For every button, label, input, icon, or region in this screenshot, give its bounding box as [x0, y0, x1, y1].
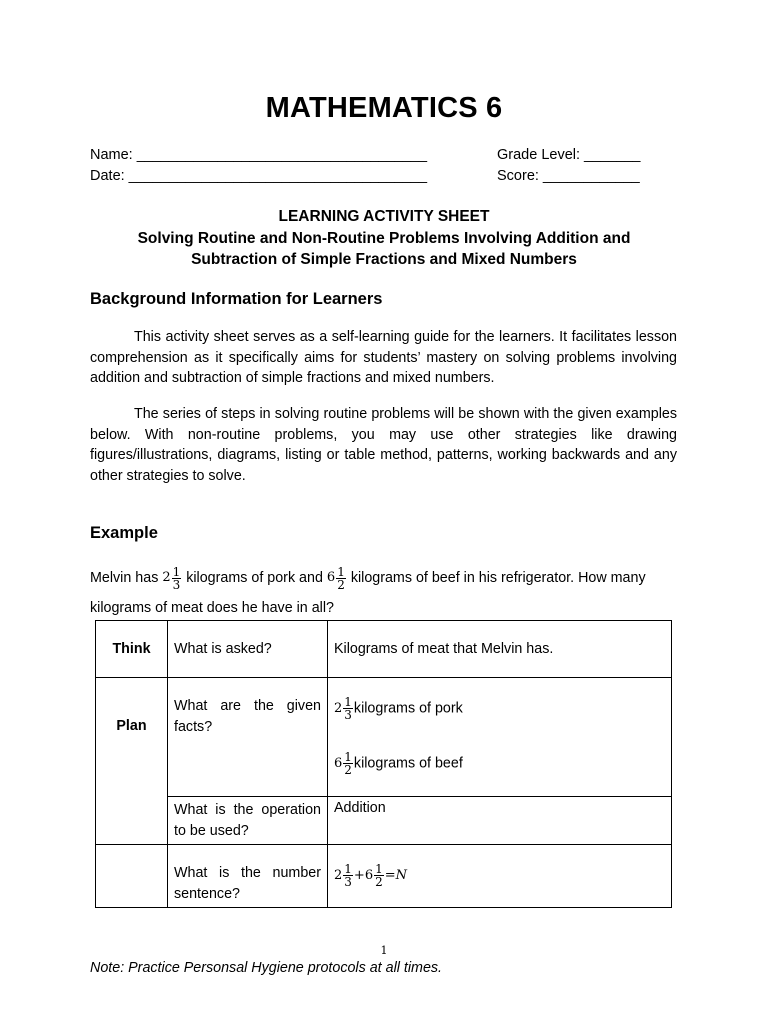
fact-beef-numerator: 1 [344, 750, 352, 764]
pork-denominator: 3 [172, 577, 181, 592]
ns-pork-numerator: 1 [344, 862, 352, 876]
table-row-think [96, 621, 672, 678]
grade-level-field: Grade Level: _______ [497, 147, 641, 163]
footer-note: Note: Practice Personsal Hygiene protocols at all times. [90, 960, 443, 976]
para1-text: This activity sheet serves as a self-learning guide for the learners. It facilitates lesson comprehension as it specifically aims for students’ mastery on solving problems involving addition and subtraction of simple fractions and mixed numbers. [90, 329, 677, 387]
background-heading: Background Information for Learners [90, 290, 383, 308]
number-sentence-answer [328, 845, 672, 908]
number-sentence-question: What is the number sentence? [168, 845, 328, 908]
table-row-number-sentence [96, 845, 672, 908]
ns-variable: N [395, 868, 408, 883]
beef-denominator: 2 [337, 577, 345, 592]
fact-beef-denominator: 2 [344, 763, 352, 777]
pork-whole: 2 [162, 570, 171, 586]
topic-line-2: Subtraction of Simple Fractions and Mixed Numbers [191, 251, 577, 268]
fact-pork-denominator: 3 [344, 708, 352, 722]
ns-beef-denominator: 2 [375, 875, 383, 889]
fact-beef-whole: 6 [334, 756, 343, 771]
beef-fraction [336, 566, 346, 591]
facts-answer [328, 678, 672, 797]
topic-line-1: Solving Routine and Non-Routine Problems Involving Addition and [137, 230, 631, 247]
ns-equals: = [384, 868, 396, 883]
page-number: 1 [380, 944, 388, 957]
beef-numerator: 1 [337, 564, 345, 579]
fact-beef-text: kilograms of beef [353, 755, 463, 772]
name-field: Name: ____________________________________ [90, 147, 428, 163]
ns-beef-fraction [374, 863, 384, 888]
problem-text-b: kilograms of pork and [186, 570, 323, 586]
ns-pork-fraction [343, 863, 353, 888]
table-row-operation [96, 797, 672, 845]
ns-beef-numerator: 1 [375, 862, 383, 876]
background-paragraph-2 [90, 404, 677, 486]
problem-text-c: kilograms of beef in his refrigerator. How many kilograms of meat does he have in all? [90, 570, 646, 617]
ns-plus: + [353, 868, 365, 883]
plan-label: Plan [96, 678, 168, 845]
para2-text: The series of steps in solving routine problems will be shown with the given examples below. With non-routine problems, you may use other strategies like drawing figures/illustrations, diagrams, listing or table method, patterns, working backwards and any other strategies to solve. [90, 406, 677, 484]
ns-pork-denominator: 3 [344, 875, 352, 889]
pork-fraction [172, 566, 182, 591]
beef-whole: 6 [326, 570, 336, 586]
example-problem [90, 563, 680, 623]
operation-answer: Addition [328, 797, 672, 845]
example-heading: Example [90, 524, 158, 542]
fact-pork-whole: 2 [334, 701, 343, 716]
think-answer: Kilograms of meat that Melvin has. [328, 621, 672, 678]
problem-text-a: Melvin has [90, 570, 159, 586]
page-title: MATHEMATICS 6 [265, 92, 503, 124]
ns-pork-whole: 2 [334, 868, 343, 883]
score-field: Score: ____________ [497, 168, 640, 184]
operation-question: What is the operation to be used? [168, 797, 328, 845]
problem-solving-table [95, 620, 672, 908]
fact-pork [334, 696, 665, 721]
think-question: What is asked? [168, 621, 328, 678]
fact-pork-numerator: 1 [344, 695, 352, 709]
date-field: Date: _____________________________________ [90, 168, 428, 184]
fact-pork-fraction [343, 696, 353, 721]
empty-stage-cell [96, 845, 168, 908]
background-paragraph-1 [90, 327, 677, 389]
ns-beef-whole: 6 [364, 868, 374, 883]
table-row-facts [96, 678, 672, 797]
fact-beef-fraction [343, 751, 353, 776]
fact-beef [334, 751, 665, 776]
facts-question: What are the given facts? [168, 678, 328, 797]
pork-numerator: 1 [172, 564, 181, 579]
fact-pork-text: kilograms of pork [353, 700, 463, 717]
sheet-type: LEARNING ACTIVITY SHEET [278, 208, 490, 225]
think-label: Think [96, 621, 168, 678]
